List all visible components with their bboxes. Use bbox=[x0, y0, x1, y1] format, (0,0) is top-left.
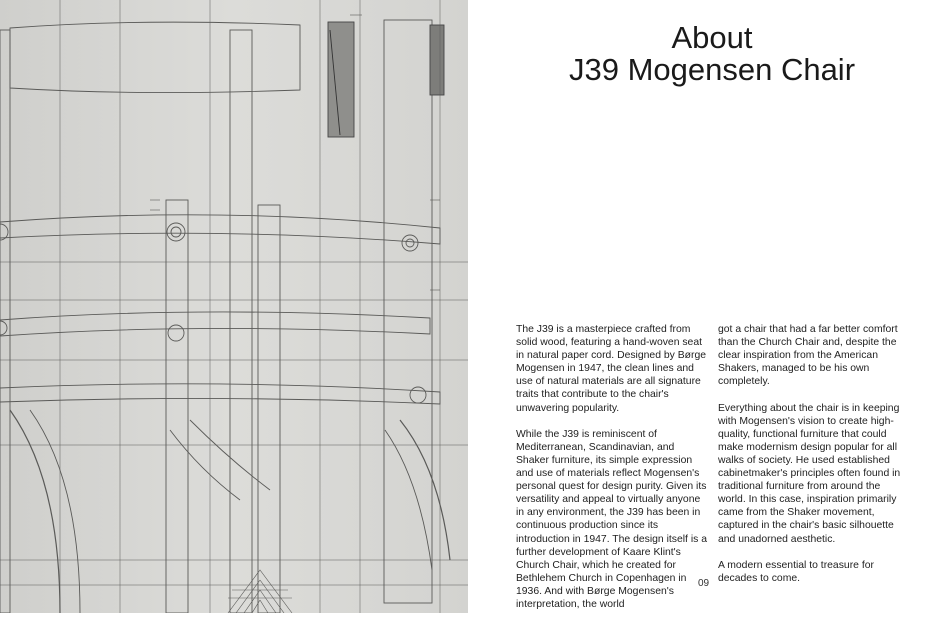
title-line-2: J39 Mogensen Chair bbox=[568, 52, 856, 87]
paragraph: Everything about the chair is in keeping with Mogensen's vision to create high-quality, functional furniture that could make modernism design popular for all walks of society. He used established cabinetmaker's principles often found in traditional furniture from around the world. In this case, inspiration primarily came from the Shaker movement, captured in the chair's basic silhouette and unadorned aesthetic. bbox=[718, 402, 901, 545]
side-rail-detail-right bbox=[430, 25, 444, 95]
paragraph: A modern essential to treasure for decades to come. bbox=[718, 559, 874, 584]
paragraph: The J39 is a masterpiece crafted from solid wood, featuring a hand-woven seat in natural paper cord. Designed by Børge Mogensen in 1947, the clean lines and use of natural materials are all signature traits that contribute to the chair's unwavering popularity. bbox=[516, 324, 707, 414]
text-column-2 bbox=[718, 323, 910, 598]
text-column-1 bbox=[516, 323, 708, 624]
text-page bbox=[468, 0, 936, 613]
chair-blueprint-drawing bbox=[0, 0, 468, 613]
technical-drawing-page bbox=[0, 0, 468, 613]
page-number: 09 bbox=[698, 578, 710, 589]
paragraph: While the J39 is reminiscent of Mediterranean, Scandinavian, and Shaker furniture, its simple expression and use of materials reflect Mogensen's personal quest for design purity. Given its versatility and appeal to virtually anyone in any environment, the J39 has been in continuous production since its introduction in 1947. The design itself is a further development of Kaare Klint's Church Chair, which he created for Bethlehem Church in Copenhagen in 1936. And with Børge Mogensen's interpretation, the world bbox=[516, 428, 707, 610]
page-title bbox=[468, 22, 936, 86]
paragraph: got a chair that had a far better comfort than the Church Chair and, despite the clear inspiration from the American Shakers, managed to be his own completely. bbox=[718, 324, 898, 388]
side-rail-detail bbox=[328, 22, 354, 137]
title-line-1: About bbox=[671, 20, 753, 55]
